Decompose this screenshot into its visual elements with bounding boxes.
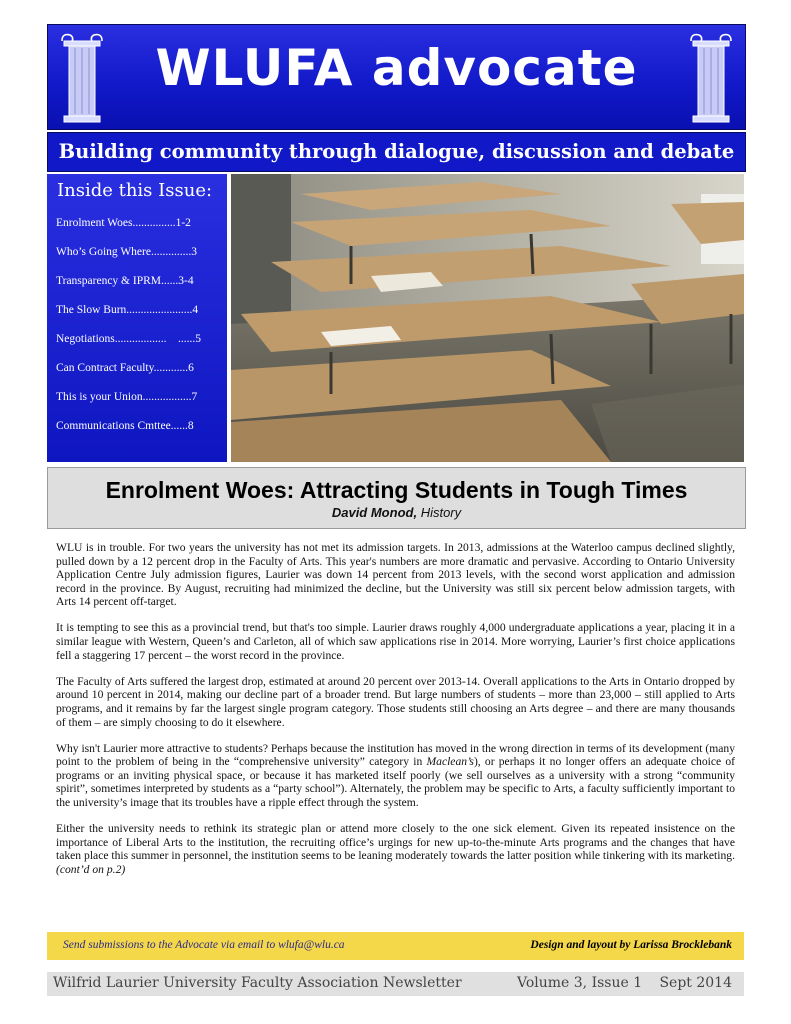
article-paragraph — [56, 742, 735, 810]
author-department: History — [420, 505, 462, 520]
submission-note[interactable]: Send submissions to the Advocate via email to wlufa@wlu.ca — [63, 939, 345, 951]
paragraph-text: Why isn't Laurier more attractive to students? Perhaps because the institution has moved in the wrong direction in terms of its development (many point to the problem of being in the “comprehensive university” category in — [56, 741, 735, 769]
toc-heading: Inside this Issue: — [57, 180, 213, 201]
issue-date: Sept 2014 — [659, 975, 732, 991]
newsletter-name: Wilfrid Laurier University Faculty Association Newsletter — [53, 975, 462, 991]
toc-item[interactable]: Enrolment Woes...............1-2 — [56, 217, 191, 229]
ionic-column-icon — [687, 31, 735, 127]
submission-bar — [47, 932, 744, 960]
paragraph-text: Either the university needs to rethink its strategic plan or attend more closely to the one sick element. Given its repeated insistence on the importance of Liberal Arts to the institution, the recruiting office’s urgings for new up-to-the-minute Arts programs and the changes that have taken place this summer in personnel, the institution seems to be leaning moderately towards the latter position while tinkering with its marketing. — [56, 822, 735, 863]
abandoned-classroom-illustration — [231, 174, 744, 462]
toc-item[interactable]: This is your Union.................7 — [56, 391, 198, 403]
toc-item[interactable]: Who’s Going Where..............3 — [56, 246, 197, 258]
article-body — [56, 541, 735, 889]
toc-item[interactable]: Communications Cmttee......8 — [56, 420, 194, 432]
continued-note[interactable]: (cont’d on p.2) — [56, 862, 126, 876]
masthead-title: WLUFA advocate — [155, 39, 638, 97]
toc-list — [47, 209, 227, 441]
toc-item[interactable]: Can Contract Faculty............6 — [56, 362, 194, 374]
article-paragraph — [56, 822, 735, 876]
magazine-title: Maclean’s — [426, 755, 474, 769]
design-credit: Design and layout by Larissa Brocklebank — [530, 939, 732, 951]
masthead — [47, 24, 746, 130]
article-paragraph: The Faculty of Arts suffered the largest drop, estimated at around 20 percent over 2013-14. Overall applications to the Arts in Ontario dropped by around 10 percent in 2014, making our decline part of a broader trend. But large numbers of students – more than 23,000 – still applied to Arts programs, and it remains by far the largest single program category. Those students still choosing an Arts degree – and there are many thousands of them – are simply choosing to do it elsewhere. — [56, 674, 735, 729]
article-headline: Enrolment Woes: Attracting Students in Tough Times — [105, 477, 688, 503]
volume-issue: Volume 3, Issue 1 — [517, 975, 643, 991]
author-name: David Monod, — [331, 505, 418, 520]
classroom-photo — [231, 174, 744, 462]
byline — [48, 505, 745, 520]
toc-item[interactable]: Transparency & IPRM......3-4 — [56, 275, 194, 287]
toc-item[interactable]: The Slow Burn.......................4 — [56, 304, 199, 316]
paragraph-text: ), or perhaps it no longer offers an adequate choice of programs or an inviting physical space, or because it has marketed itself poorly (we sell ourselves as a university with a strong “community spirit”, sometimes interpreted by students as a “party school”). Alternately, the problem may be specific to Arts, a faculty sufficiently important to the university’s image that its troubles have a ripple effect through the system. — [56, 755, 735, 809]
table-of-contents — [47, 174, 227, 462]
article-header — [47, 467, 746, 529]
footer — [47, 972, 744, 996]
article-paragraph: WLU is in trouble. For two years the university has not met its admission targets. In 2013, admissions at the Waterloo campus declined slightly, pulled down by a 12 percent drop in the Faculty of Arts. This year's numbers are more dramatic and pervasive. According to Ontario University Application Centre July admission figures, Laurier was down 14 percent from 2013 levels, with the second worst application and admission record in the province. By August, recruiting had minimized the decline, but the University was still six percent below admission targets, with Arts 14 percent off-target. — [56, 541, 735, 609]
toc-item[interactable]: Negotiations.................. ......5 — [56, 333, 202, 345]
tagline: Building community through dialogue, discussion and debate — [47, 132, 746, 172]
article-paragraph: It is tempting to see this as a provincial trend, but that's too simple. Laurier draws roughly 4,000 undergraduate applications a year, placing it in a similar league with Western, Queen’s and Carleton, all of which saw applications rise in 2014. More worrying, Laurier’s first choice applications fell a staggering 17 percent – the worst record in the province. — [56, 621, 735, 662]
